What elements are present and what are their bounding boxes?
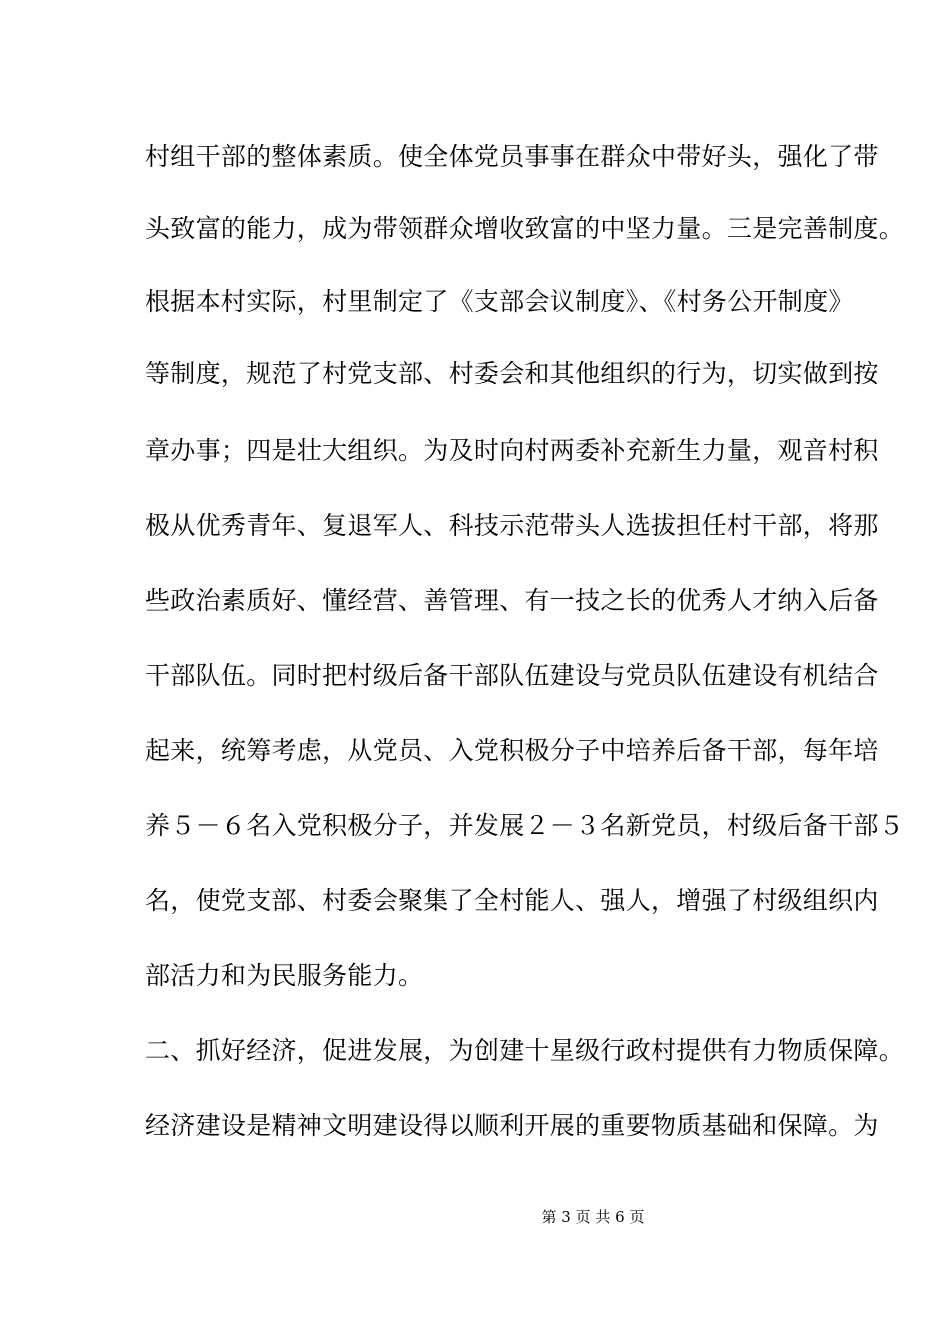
body-text-line: 章办事；四是壮大组织。为及时向村两委补充新生力量，观音村积: [145, 436, 879, 465]
body-text-line: 干部队伍。同时把村级后备干部队伍建设与党员队伍建设有机结合: [145, 661, 879, 690]
body-text-line: 起来，统筹考虑，从党员、入党积极分子中培养后备干部，每年培: [145, 736, 879, 765]
section-heading-line: 二、抓好经济，促进发展，为创建十星级行政村提供有力物质保障。: [145, 1036, 905, 1065]
body-text-line: 等制度，规范了村党支部、村委会和其他组织的行为，切实做到按: [145, 359, 879, 388]
body-text-line: 部活力和为民服务能力。: [145, 961, 424, 990]
body-text-line: 经济建设是精神文明建设得以顺利开展的重要物质基础和保障。为: [145, 1111, 879, 1140]
body-text-line: 养５－６名入党积极分子，并发展２－３名新党员，村级后备干部５: [145, 811, 905, 840]
body-text-line: 根据本村实际，村里制定了《支部会议制度》、《村务公开制度》: [145, 287, 854, 316]
body-text-line: 极从优秀青年、复退军人、科技示范带头人选拔担任村干部，将那: [145, 511, 879, 540]
body-text-line: 村组干部的整体素质。使全体党员事事在群众中带好头，强化了带: [145, 142, 879, 171]
page-number-footer: 第 3 页 共 6 页: [541, 1208, 645, 1226]
body-text-line: 名，使党支部、村委会聚集了全村能人、强人，增强了村级组织内: [145, 886, 879, 915]
body-text-line: 头致富的能力，成为带领群众增收致富的中坚力量。三是完善制度。: [145, 214, 905, 243]
body-text-line: 些政治素质好、懂经营、善管理、有一技之长的优秀人才纳入后备: [145, 586, 879, 615]
